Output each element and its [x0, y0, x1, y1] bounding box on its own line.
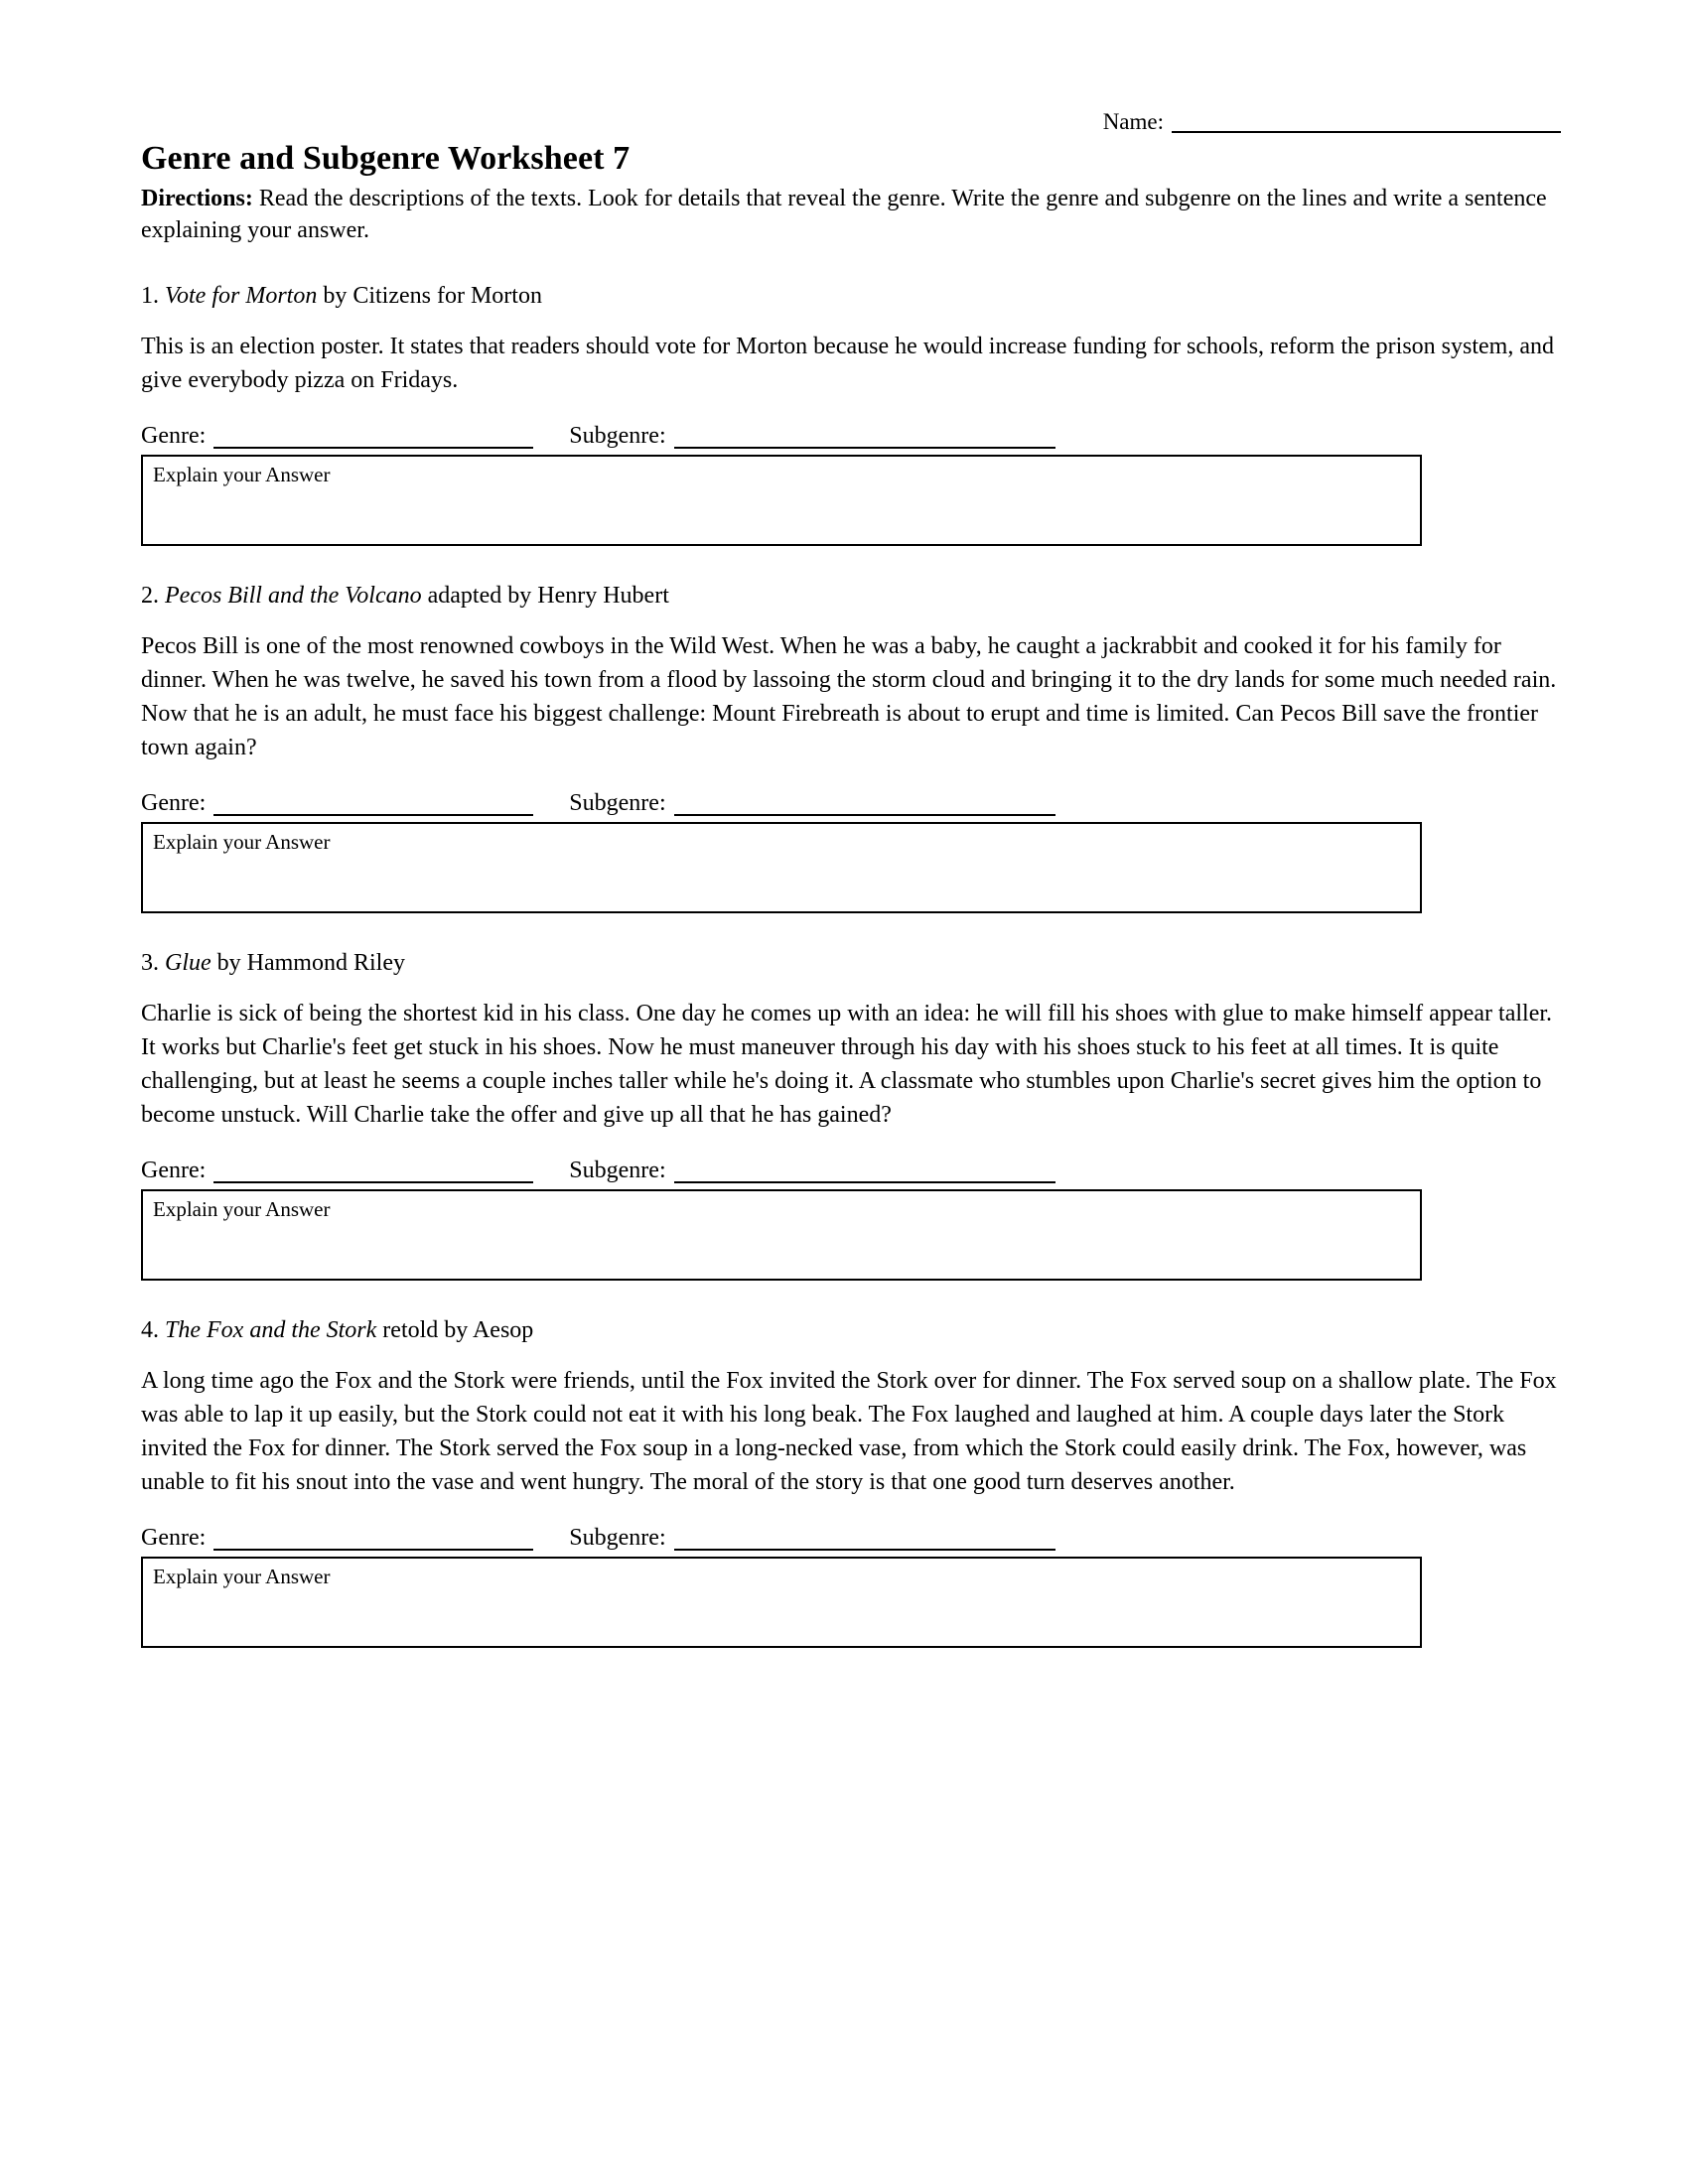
explain-placeholder-4: Explain your Answer [153, 1565, 331, 1588]
subgenre-input-4[interactable] [674, 1529, 1055, 1551]
question-1-body: This is an election poster. It states that readers should vote for Morton because he would increase funding for schools, reform the prison system, and give everybody pizza on Fridays. [141, 334, 1554, 393]
question-2-title: Pecos Bill and the Volcano [165, 583, 422, 609]
question-2-answer-row [141, 790, 1561, 816]
genre-label-4: Genre: [141, 1525, 207, 1551]
question-2-number: 2. [141, 583, 165, 609]
question-item-3 [141, 947, 1561, 1281]
directions-label: Directions: [141, 186, 253, 211]
subgenre-input-3[interactable] [674, 1161, 1055, 1183]
page-title: Genre and Subgenre Worksheet 7 [141, 140, 631, 177]
question-3-number: 3. [141, 950, 165, 976]
question-4-heading [141, 1314, 1561, 1346]
question-2-body: Pecos Bill is one of the most renowned cowboys in the Wild West. When he was a baby, he caught a jackrabbit and cooked it for his family for dinner. When he was twelve, he saved his town from a flood by lassoing the storm cloud and bringing it to the dry lands for some much needed rain. Now that he is an adult, he must face his biggest challenge: Mount Firebreath is about to erupt and time is limited. Can Pecos Bill save the frontier town again? [141, 633, 1557, 760]
explain-box-4[interactable] [141, 1557, 1422, 1648]
question-4-title: The Fox and the Stork [165, 1317, 377, 1343]
subgenre-label-2: Subgenre: [569, 790, 666, 816]
question-1-title: Vote for Morton [165, 283, 318, 309]
subgenre-input-2[interactable] [674, 794, 1055, 816]
genre-input-3[interactable] [213, 1161, 533, 1183]
question-4-number: 4. [141, 1317, 165, 1343]
explain-box-2[interactable] [141, 822, 1422, 913]
genre-input-4[interactable] [213, 1529, 533, 1551]
name-label: Name: [1102, 109, 1164, 134]
explain-placeholder-3: Explain your Answer [153, 1197, 331, 1221]
genre-label-1: Genre: [141, 423, 207, 449]
question-1-answer-row [141, 423, 1561, 449]
question-2-heading [141, 580, 1561, 612]
directions [141, 183, 1561, 246]
question-3-byline: by Hammond Riley [211, 950, 405, 976]
name-field-row [141, 99, 1561, 133]
genre-input-1[interactable] [213, 427, 533, 449]
question-3-title: Glue [165, 950, 211, 976]
question-4-answer-row [141, 1525, 1561, 1551]
genre-input-2[interactable] [213, 794, 533, 816]
question-4-byline: retold by Aesop [376, 1317, 534, 1343]
subgenre-label-3: Subgenre: [569, 1158, 666, 1183]
question-3-heading [141, 947, 1561, 979]
explain-box-1[interactable] [141, 455, 1422, 546]
question-1-heading [141, 280, 1561, 312]
question-item-4 [141, 1314, 1561, 1648]
question-1-byline: by Citizens for Morton [317, 283, 542, 309]
subgenre-label-1: Subgenre: [569, 423, 666, 449]
explain-box-3[interactable] [141, 1189, 1422, 1281]
explain-placeholder-1: Explain your Answer [153, 463, 331, 486]
subgenre-label-4: Subgenre: [569, 1525, 666, 1551]
subgenre-input-1[interactable] [674, 427, 1055, 449]
question-3-body: Charlie is sick of being the shortest kid in his class. One day he comes up with an idea: he will fill his shoes with glue to make himself appear taller. It works but Charlie's feet get stuck in his shoes. Now he must maneuver through his day with his shoes stuck to his feet at all times. It is quite challenging, but at least he seems a couple inches taller while he's doing it. A classmate who stumbles upon Charlie's secret gives him the option to become unstuck. Will Charlie take the offer and give up all that he has gained? [141, 1001, 1553, 1128]
question-1-number: 1. [141, 283, 165, 309]
genre-label-2: Genre: [141, 790, 207, 816]
question-item-1 [141, 280, 1561, 546]
question-2-byline: adapted by Henry Hubert [421, 583, 669, 609]
directions-text: Read the descriptions of the texts. Look for details that reveal the genre. Write the genre and subgenre on the lines and write a sentence explaining your answer. [141, 186, 1547, 243]
genre-label-3: Genre: [141, 1158, 207, 1183]
question-item-2 [141, 580, 1561, 913]
question-3-answer-row [141, 1158, 1561, 1183]
question-4-body: A long time ago the Fox and the Stork were friends, until the Fox invited the Stork over for dinner. The Fox served soup on a shallow plate. The Fox was able to lap it up easily, but the Stork could not eat it with his long beak. The Fox laughed and laughed at him. A couple days later the Stork invited the Fox for dinner. The Stork served the Fox soup in a long-necked vase, from which the Stork could easily drink. The Fox, however, was unable to fit his snout into the vase and went hungry. The moral of the story is that one good turn deserves another. [141, 1368, 1557, 1495]
name-input-blank[interactable] [1172, 109, 1561, 133]
explain-placeholder-2: Explain your Answer [153, 830, 331, 854]
